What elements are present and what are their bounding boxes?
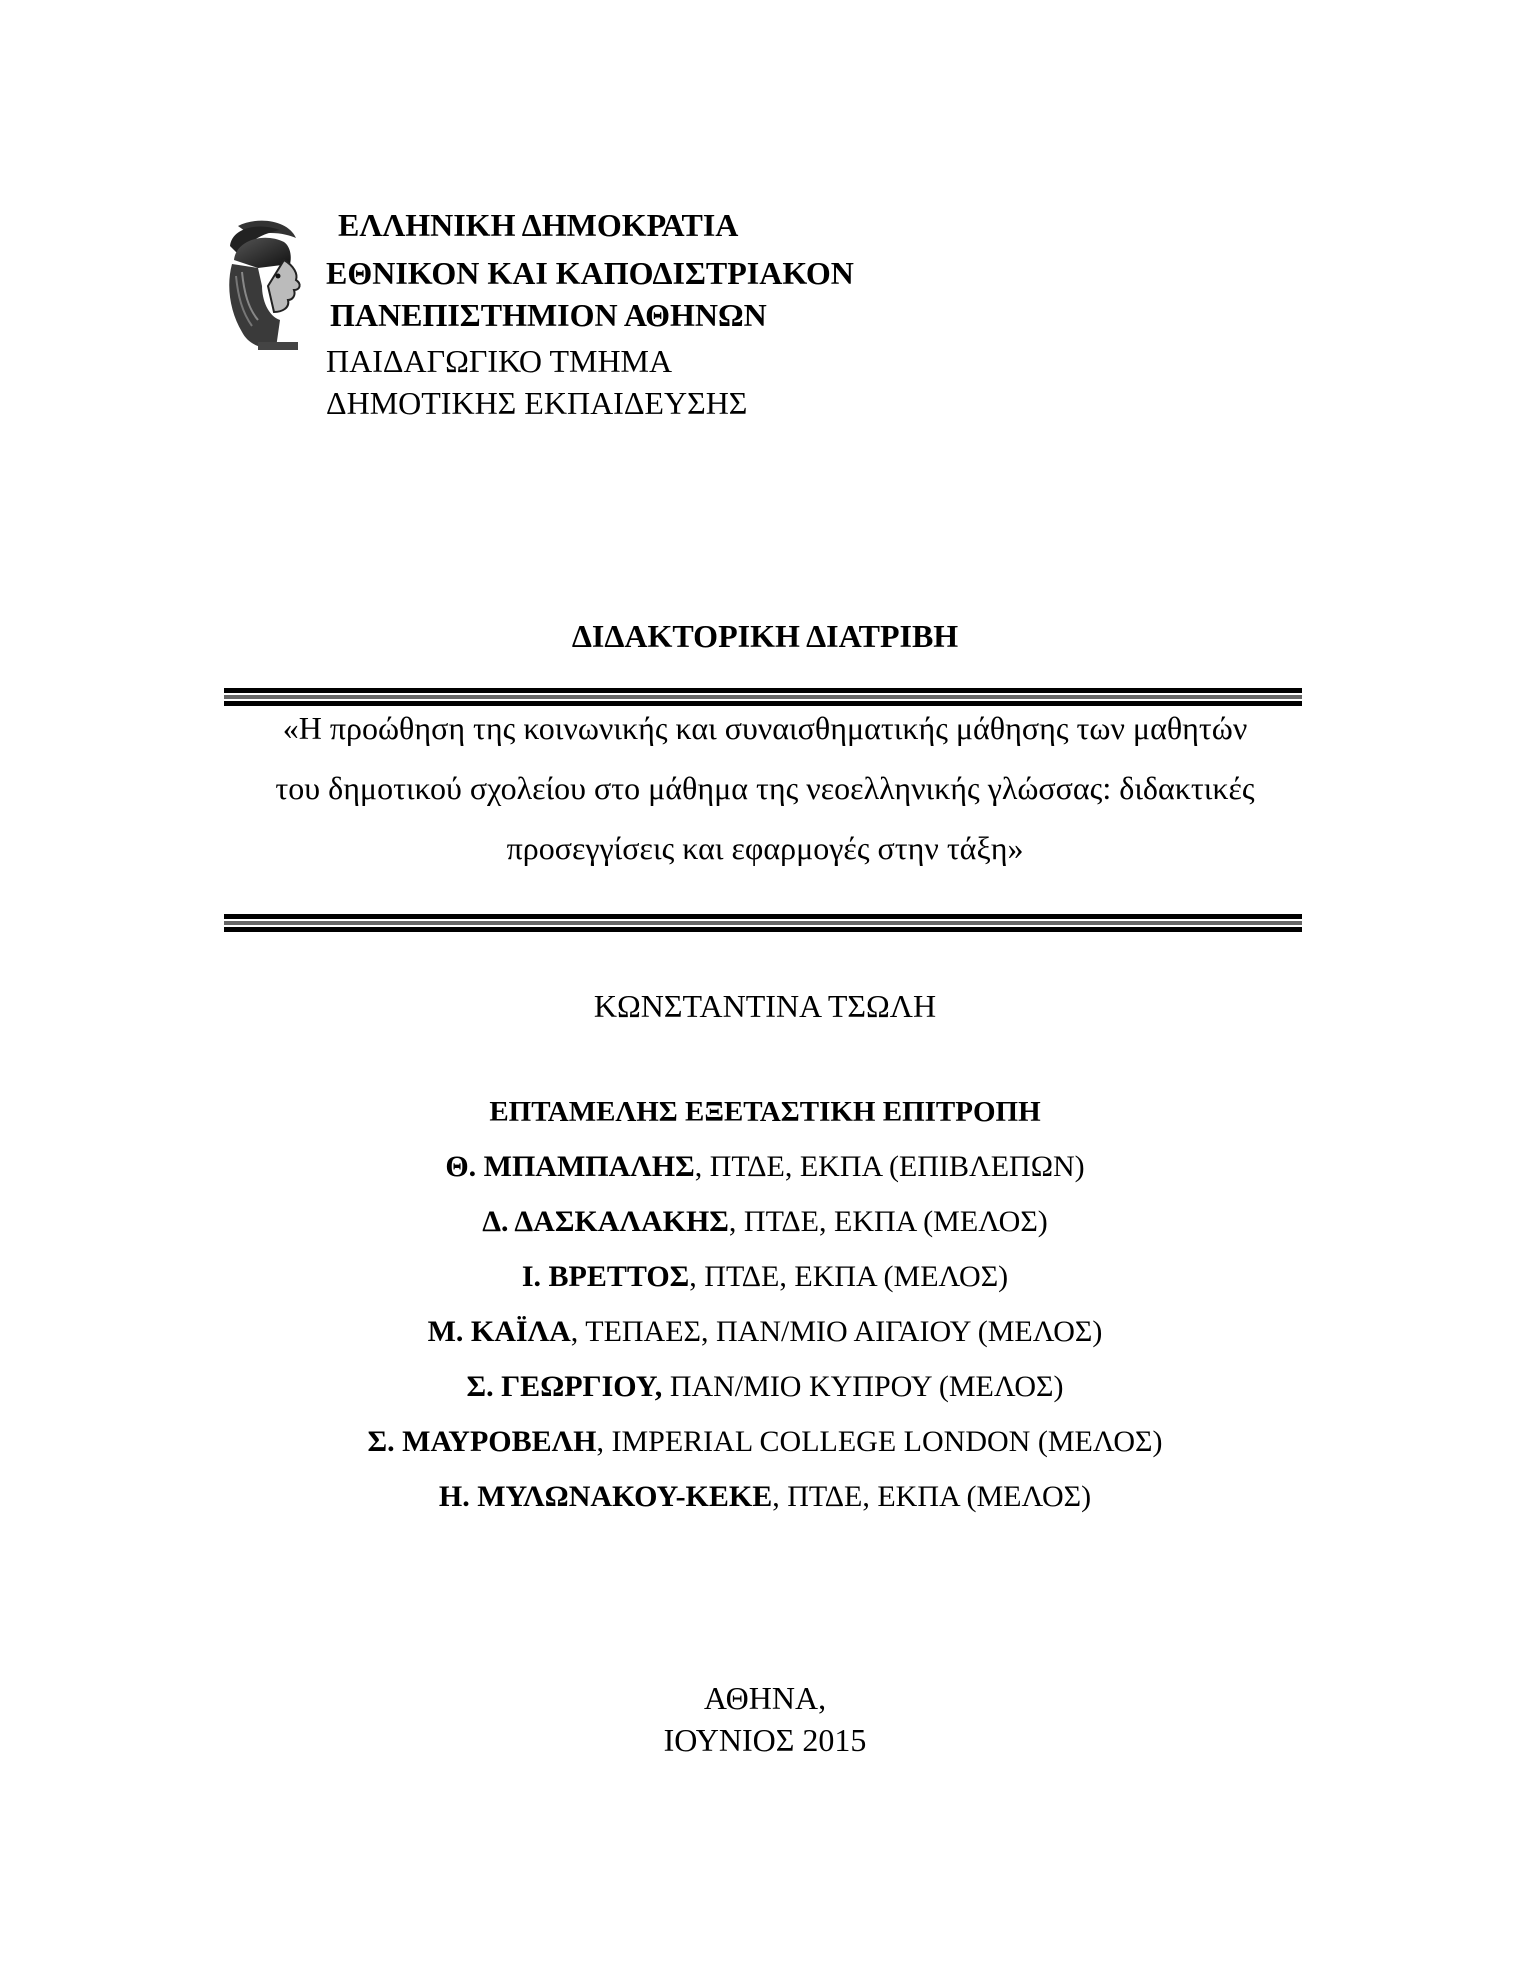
thesis-type: ΔΙΔΑΚΤΟΡΙΚΗ ΔΙΑΤΡΙΒΗ <box>571 618 959 654</box>
department-line1: ΠΑΙΔΑΓΩΓΙΚΟ ΤΜΗΜΑ <box>326 343 673 379</box>
committee-heading: ΕΠΤΑΜΕΛΗΣ ΕΞΕΤΑΣΤΙΚΗ ΕΠΙΤΡΟΠΗ <box>489 1096 1041 1128</box>
member-details: , ΠΤΔΕ, ΕΚΠΑ (ΜΕΛΟΣ) <box>689 1260 1009 1293</box>
member-name: Σ. ΜΑΥΡΟΒΕΛΗ <box>367 1425 597 1458</box>
member-details: , ΤΕΠΑΕΣ, ΠΑΝ/ΜΙΟ ΑΙΓΑΙΟΥ (ΜΕΛΟΣ) <box>570 1315 1103 1348</box>
member-details: ΠΑΝ/ΜΙΟ ΚΥΠΡΟΥ (ΜΕΛΟΣ) <box>662 1370 1064 1403</box>
member-name: Ι. ΒΡΕΤΤΟΣ <box>521 1260 690 1293</box>
department-line2: ΔΗΜΟΤΙΚΗΣ ΕΚΠΑΙΔΕΥΣΗΣ <box>326 385 748 421</box>
committee-member <box>0 1260 1530 1294</box>
republic-label: ΕΛΛΗΝΙΚΗ ΔΗΜΟΚΡΑΤΙΑ <box>338 207 739 243</box>
committee-member <box>0 1425 1530 1459</box>
thesis-title-line-1: «Η προώθηση της κοινωνικής και συναισθηματικής μάθησης των μαθητών <box>282 710 1248 746</box>
member-name: Η. ΜΥΛΩΝΑΚΟΥ-ΚΕΚΕ <box>438 1480 773 1513</box>
committee-member <box>0 1480 1530 1514</box>
member-details: , ΠΤΔΕ, ΕΚΠΑ (ΜΕΛΟΣ) <box>728 1205 1048 1238</box>
date-label: ΙΟΥΝΙΟΣ 2015 <box>663 1722 867 1758</box>
member-name: Σ. ΓΕΩΡΓΙΟΥ, <box>466 1370 663 1403</box>
member-name: Μ. ΚΑΪΛΑ <box>427 1315 571 1348</box>
member-details: , ΠΤΔΕ, ΕΚΠΑ (ΜΕΛΟΣ) <box>772 1480 1092 1513</box>
committee-member <box>0 1370 1530 1404</box>
author-name: ΚΩΝΣΤΑΝΤΙΝΑ ΤΣΩΛΗ <box>593 988 937 1024</box>
member-name: Δ. ΔΑΣΚΑΛΑΚΗΣ <box>482 1205 729 1238</box>
member-details: , ΠΤΔΕ, ΕΚΠΑ (ΕΠΙΒΛΕΠΩΝ) <box>694 1150 1085 1183</box>
committee-member <box>0 1150 1530 1184</box>
city-label: ΑΘΗΝΑ, <box>703 1680 827 1716</box>
committee-member <box>0 1315 1530 1349</box>
thesis-title-line-2: του δημοτικού σχολείου στο μάθημα της νεοελληνικής γλώσσας: διδακτικές <box>275 770 1255 806</box>
university-name-line1: ΕΘΝΙΚΟΝ ΚΑΙ ΚΑΠΟΔΙΣΤΡΙΑΚΟΝ <box>326 255 854 291</box>
committee-member <box>0 1205 1530 1239</box>
thesis-title-line-3: προσεγγίσεις και εφαρμογές στην τάξη» <box>506 830 1024 866</box>
athena-head-icon <box>218 216 314 356</box>
member-name: Θ. ΜΠΑΜΠΑΛΗΣ <box>445 1150 695 1183</box>
university-name-line2: ΠΑΝΕΠΙΣΤΗΜΙΟΝ ΑΘΗΝΩΝ <box>330 297 767 333</box>
member-details: , IMPERIAL COLLEGE LONDON (ΜΕΛΟΣ) <box>596 1425 1163 1458</box>
